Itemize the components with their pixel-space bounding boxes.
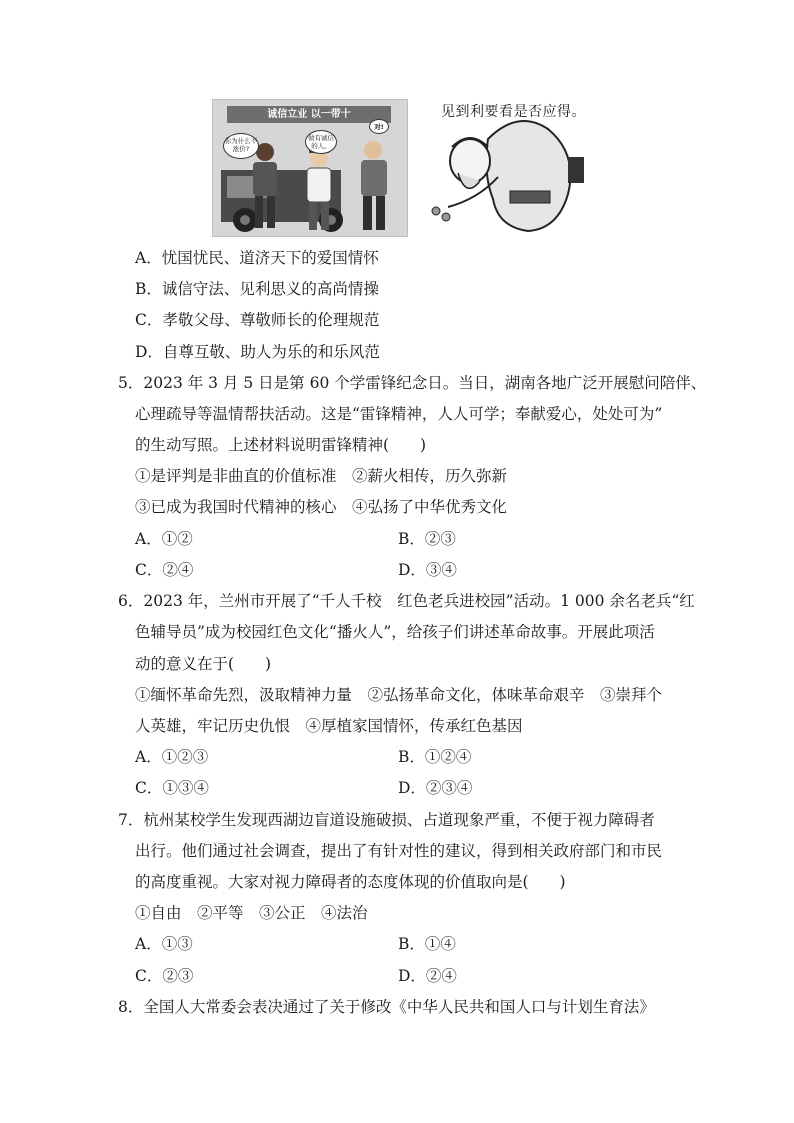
q7-stem-line: 的高度重视。大家对视力障碍者的态度体现的价值取向是( ) (135, 873, 566, 891)
q6-option-a: A．①②③ (135, 748, 209, 766)
q6-stem-line: 色辅导员”成为校园红色文化“播火人”，给孩子们讲述革命故事。开展此项活 (135, 623, 655, 641)
q5-stem-line: 5．2023 年 3 月 5 日是第 60 个学雷锋纪念日。当日，湖南各地广泛开展慰问陪伴、 (118, 374, 707, 392)
q7-option-a: A．①③ (135, 935, 193, 953)
q6-statements: ①缅怀革命先烈，汲取精神力量 ②弘扬革命文化，体味革命艰辛 ③崇拜个 (135, 686, 663, 704)
q5-statements: ③已成为我国时代精神的核心 ④弘扬了中华优秀文化 (135, 498, 508, 516)
q7-option-d: D．②④ (398, 967, 457, 985)
q7-stem-line: 出行。他们通过社会调查，提出了有针对性的建议，得到相关政府部门和市民 (135, 842, 663, 860)
q5-statements: ①是评判是非曲直的价值标准 ②薪火相传，历久弥新 (135, 467, 508, 485)
q7-statements: ①自由 ②平等 ③公正 ④法治 (135, 904, 368, 922)
q4-option-b: B．诚信守法、见利思义的高尚情操 (135, 280, 379, 298)
speech-bubble-middle: 做有诚信的人。 (305, 130, 337, 154)
q6-stem-line: 6．2023 年，兰州市开展了“千人千校 红色老兵进校园”活动。1 000 余名老兵“红 (118, 592, 695, 610)
cartoon-banner: 诚信立业 以一带十 (227, 106, 391, 123)
q8-stem-line: 8．全国人大常委会表决通过了关于修改《中华人民共和国人口与计划生育法》 (118, 998, 655, 1016)
q5-option-a: A．①② (135, 530, 193, 548)
q5-option-d: D．③④ (398, 561, 457, 579)
q7-option-b: B．①④ (398, 935, 456, 953)
q5-option-b: B．②③ (398, 530, 456, 548)
q6-statements: 人英雄，牢记历史仇恨 ④厚植家国情怀，传承红色基因 (135, 717, 523, 735)
q6-option-c: C．①③④ (135, 779, 209, 797)
q5-option-c: C．②④ (135, 561, 194, 579)
speech-bubble-left: 你为什么不涨价? (223, 133, 259, 159)
q5-stem-line: 心理疏导等温情帮扶活动。这是“雷锋精神，人人可学；奉献爱心，处处可为” (135, 405, 663, 423)
q7-option-c: C．②③ (135, 967, 194, 985)
q6-option-b: B．①②④ (398, 748, 472, 766)
q4-option-a: A．忧国忧民、道济天下的爱国情怀 (135, 249, 379, 267)
q4-option-c: C．孝敬父母、尊敬师长的伦理规范 (135, 311, 380, 329)
speech-bubble-right: 对! (369, 119, 389, 134)
cartoon-integrity-image (212, 99, 408, 237)
q6-stem-line: 动的意义在于( ) (135, 655, 272, 673)
q7-stem-line: 7．杭州某校学生发现西湖边盲道设施破损、占道现象严重，不便于视力障碍者 (118, 811, 655, 829)
q5-stem-line: 的生动写照。上述材料说明雷锋精神( ) (135, 436, 427, 454)
q4-option-d: D．自尊互敬、助人为乐的和乐风范 (135, 343, 380, 361)
cartoon-caption: 见到利要看是否应得。 (441, 104, 586, 120)
q6-option-d: D．②③④ (398, 779, 473, 797)
